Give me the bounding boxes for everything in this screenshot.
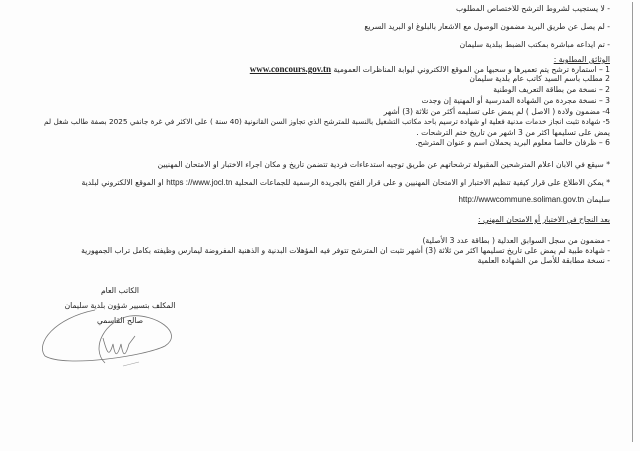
document-item-6: 5- شهادة تثبت انجاز خدمات مدنية فعلية او شهادة ترسيم باحد مكاتب التشغيل بالنسبة للمترشح الذي تجاوز السن القانونية (40 سنة ) على الاكثر في غرة جانفي 2025 بصفة طالب شغل لم bbox=[44, 117, 610, 126]
after-success-item-2: - شهادة طبية لم يمض على تاريخ تسليمها اكثر من ثلاثة (3) أشهر تثبت ان المترشح تتوفر فيه المؤهلات البدنية و الذهنية المفروضة ليمارس وظيفته بكامل تراب الجمهورية bbox=[81, 246, 610, 255]
documents-heading: الوثائق المطلوبة : bbox=[553, 55, 610, 64]
signatory-title: الكاتب العام bbox=[100, 286, 140, 295]
after-success-item-1: - مضمون من سجل السوابق العدلية ( بطاقة عدد 3 الأصلية) bbox=[422, 236, 610, 245]
notice-consultation bbox=[82, 178, 610, 188]
notice-consultation-tail: او الموقع الالكتروني لبلدية bbox=[81, 178, 164, 187]
after-success-item-3: - نسخة مطابقة للأصل من الشهادة العلمية bbox=[477, 256, 610, 265]
signatory-role: المكلف بتسيير شؤون بلدية سليمان bbox=[64, 301, 176, 310]
condition-line-2: - لم يصل عن طريق البريد مضمون الوصول مع الاشعار بالبلوغ او البريد السريع bbox=[364, 22, 610, 31]
document-item-4: 3 – نسخة مجردة من الشهادة المدرسية أو المهنية إن وجدت bbox=[421, 96, 610, 105]
notice-convocation: * سيقع في الابان اعلام المترشحين المقبولة ترشحاتهم عن طريق توجيه استدعاءات فردية تتضمن تاريخ و مكان اجراء الاختبار او الامتحان المهنيين bbox=[157, 160, 610, 169]
condition-line-1: - لا يستجيب لشروط الترشح للاختصاص المطلوب bbox=[455, 4, 610, 13]
notice-consultation-line2 bbox=[458, 195, 610, 205]
concours-link[interactable]: www.concours.gov.tn bbox=[249, 64, 332, 74]
notice-consultation-text: * يمكن الاطلاع على قرار كيفية تنظيم الاختبار او الامتحان المهنيين و على قرار الفتح بالجريدة الرسمية للجماعات المحلية bbox=[234, 178, 610, 187]
soliman-label: سليمان bbox=[586, 195, 610, 204]
condition-line-3: - تم ايداعه مباشرة بمكتب الضبط ببلدية سليمان bbox=[459, 40, 610, 49]
document-item-3: 2 – نسخة من بطاقة التعريف الوطنية bbox=[493, 85, 610, 94]
document-item-1-text: 1 – استمارة ترشح يتم تعميرها و سحبها من الموقع الالكتروني لبوابة المناظرات العمومية bbox=[333, 65, 610, 74]
handwritten-signature-icon bbox=[35, 308, 175, 368]
document-item-2: 2 مطلب باسم السيد كاتب عام بلدية سليمان bbox=[469, 74, 610, 83]
document-item-5: 4- مضمون ولادة ( الاصل ) لم يمض على تسليمه أكثر من ثلاثة (3) أشهر bbox=[383, 107, 610, 116]
signatory-name: صالح القاسمي bbox=[96, 316, 144, 325]
jocl-link[interactable]: https ://www.jocl.tn bbox=[166, 178, 233, 187]
page-edge-divider bbox=[632, 2, 633, 442]
document-item-6-cont: يمض على تسليمها اكثر من 3 اشهر من تاريخ ختم الترشحات . bbox=[416, 128, 610, 137]
after-success-heading: بعد النجاح في الاختبار أو الامتحان المهني : bbox=[477, 215, 610, 224]
commune-soliman-link[interactable]: http://wwwcommune.soliman.gov.tn bbox=[458, 195, 585, 204]
document-item-7: 6 – ظرفان خالصا معلوم البريد يحملان اسم و عنوان المترشح. bbox=[415, 138, 610, 147]
